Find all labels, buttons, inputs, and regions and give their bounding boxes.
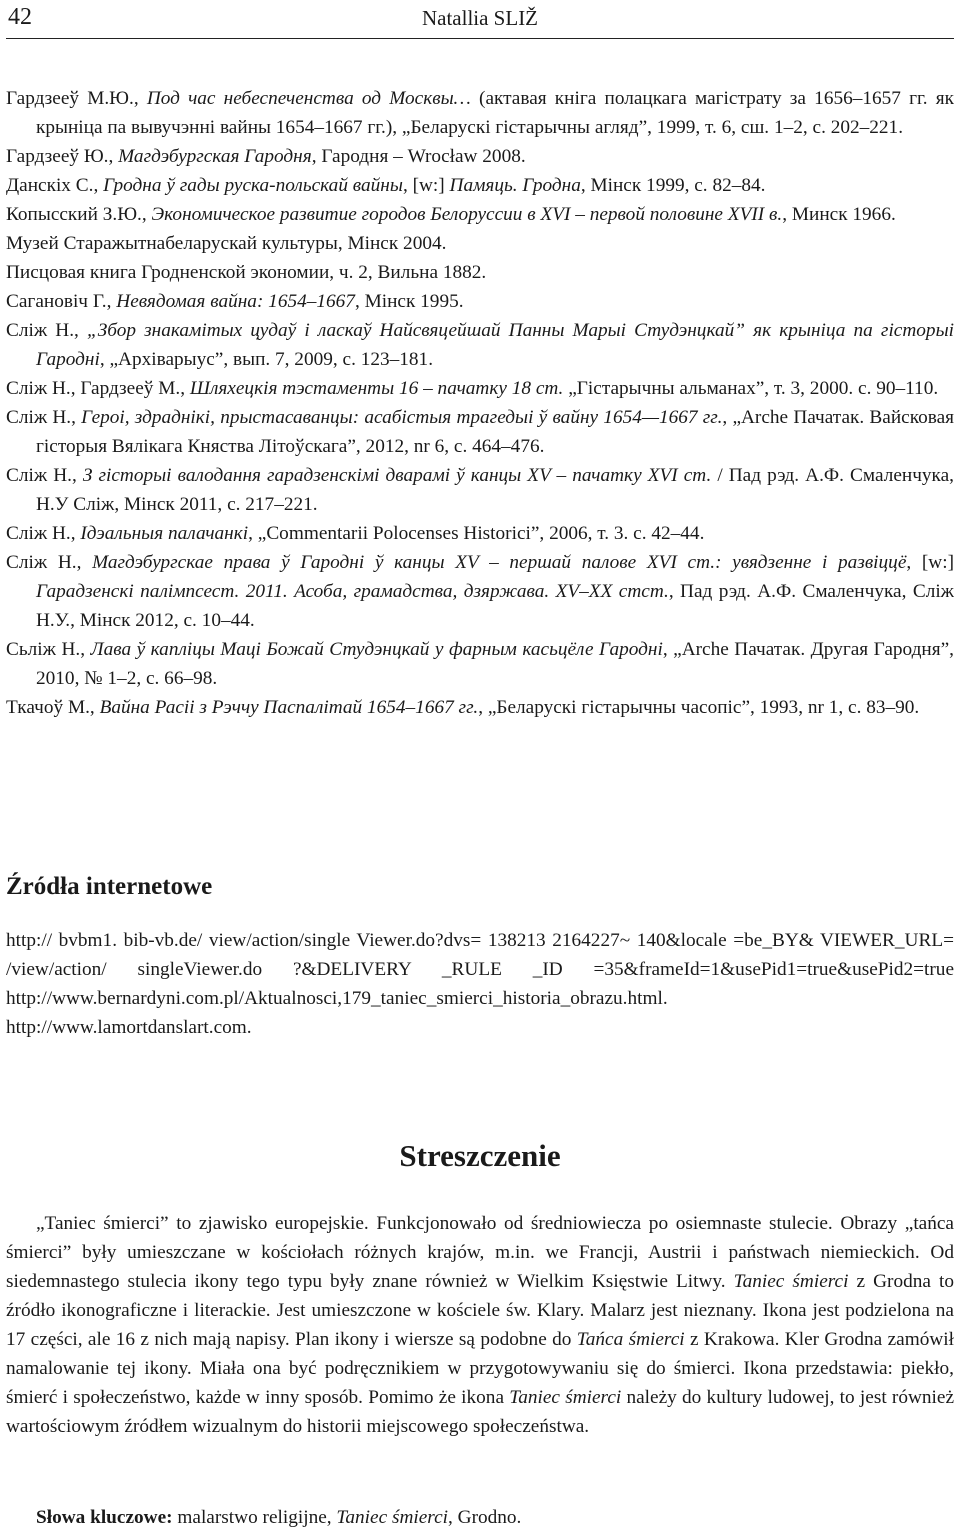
sources-heading: Źródła internetowe	[6, 873, 213, 900]
header-rule	[6, 38, 954, 39]
bib-entry: Сліж Н., „Збор знакамітых цудаў і ласкаў Найсвяцейшай Панны Марыі Студэнцкай” як крыніца па гісторыі Гародні, „Архіварыус”, вып. 7, 2009, с. 123–181.	[6, 320, 954, 370]
bib-entry: Гардзееў Ю., Магдэбургская Гародня, Гародня – Wrocław 2008.	[6, 146, 526, 167]
bib-entry: Сліж Н., Магдэбургскае права ў Гародні ў канцы XV – першай палове XVI ст.: увядзенне і развіццё, [w:] Гарадзенскі палімпсест. 2011. Асоба, грамадства, дзяржава. XV–XX стст., Пад рэд. А.Ф. Смаленчука, Сліж Н.У., Мінск 2012, с. 10–44.	[6, 552, 955, 631]
url-list	[6, 926, 954, 1042]
url-link[interactable]: http://www.lamortdanslart.com.	[6, 1017, 252, 1038]
bib-entry: Ткачоў М., Вайна Расіі з Рэччу Паспалітай 1654–1667 гг., „Беларускі гістарычны часопіс”, 1993, nr 1, с. 83–90.	[6, 697, 920, 718]
bib-entry: Сліж Н., Ідэальныя палачанкі, „Commentarii Polocenses Historici”, 2006, т. 3. с. 42–44.	[6, 523, 705, 544]
bib-entry: Сліж Н., З гісторыі валодання гарадзенскімі дварамі ў канцы XV – пачатку XVI ст. / Пад рэд. А.Ф. Смаленчука, Н.У Сліж, Мінск 2011, с. 217–221.	[6, 465, 954, 515]
bib-entry: Данскіх С., Гродна ў гады руска-польскай вайны, [w:] Памяць. Гродна, Мінск 1999, с. 82–84.	[6, 175, 766, 196]
bibliography-list	[6, 84, 954, 722]
bib-entry: Сьліж Н., Лава ў капліцы Маці Божай Студэнцкай у фарным касьцёле Гародні, „Arche Пачатак. Другая Гародня”, 2010, № 1–2, с. 66–98.	[6, 639, 954, 689]
url-link[interactable]: http://www.bernardyni.com.pl/Aktualnosci,179_taniec_smierci_historia_obrazu.html.	[6, 988, 668, 1009]
url-link[interactable]: http:// bvbm1. bib-vb.de/ view/action/single Viewer.do?dvs= 138213 2164227~ 140&locale =be_BY& VIEWER_URL= /view/action/ singleViewer.do ?&DELIVERY _RULE _ID =35&frameId=1&usePid1=true&usePid2=true	[6, 930, 954, 980]
bib-entry: Копысский З.Ю., Экономическое развитие городов Белоруссии в XVI – первой половине XVII в., Минск 1966.	[6, 204, 896, 225]
bib-entry: Сагановіч Г., Невядомая вайна: 1654–1667, Мінск 1995.	[6, 291, 464, 312]
bib-entry: Сліж Н., Гардзееў М., Шляхецкія тэстаменты 16 – пачатку 18 ст. „Гістарычны альманах”, т. 3, 2000. с. 90–110.	[6, 378, 939, 399]
summary-heading: Streszczenie	[399, 1138, 561, 1173]
summary-paragraph: „Taniec śmierci” to zjawisko europejskie. Funkcjonowało od średniowiecza po osiemnaste stulecie. Obrazy „tańca śmierci” były umieszczane w kościołach różnych krajów, m.in. we Francji, Austrii i państwach niemieckich. Od siedemnastego stulecia ikony tego typu były znane również w Wielkim Księstwie Litwy. Taniec śmierci z Grodna to źródło ikonograficzne i literackie. Jest umieszczone w kościele św. Klary. Malarz jest nieznany. Ikona jest podzielona na 17 części, ale 16 z nich mają napisy. Plan ikony i wiersze są podobne do Tańca śmierci z Krakowa. Kler Grodna zamówił namalowanie tej ikony. Miała ona być podręcznikiem w przygotowywaniu się do śmierci. Ikona przedstawia: piekło, śmierć i społeczeństwo, każde w inny sposób. Pomimo że ikona Taniec śmierci należy do kultury ludowej, to jest również wartościowym źródłem wizualnym do historii miejscowego społeczeństwa.	[6, 1213, 955, 1437]
page-header	[0, 0, 960, 38]
bib-entry: Писцовая книга Гродненской экономии, ч. 2, Вильна 1882.	[6, 262, 487, 283]
page-number: 42	[8, 4, 32, 30]
bib-entry: Сліж Н., Героі, здраднікі, прыстасаванцы: асабістыя трагедыі ў вайну 1654—1667 гг., „Arche Пачатак. Вайсковая гісторыя Вялікага Княства Літоўскага”, 2012, nr 6, с. 464–476.	[6, 407, 955, 457]
keywords-line: Słowa kluczowe: malarstwo religijne, Taniec śmierci, Grodno.	[36, 1507, 522, 1528]
bib-entry: Гардзееў М.Ю., Под час небеспеченства од Москвы… (актавая кніга полацкага магістрату за 1656–1657 гг. як крыніца па вывучэнні вайны 1654–1667 гг.), „Беларускі гістарычны агляд”, 1999, т. 6, сш. 1–2, с. 202–221.	[6, 88, 955, 138]
running-head: Natallia SLIŽ	[421, 6, 539, 30]
bib-entry: Музей Старажытнабеларускай культуры, Мінск 2004.	[6, 233, 447, 254]
keywords-label: Słowa kluczowe:	[36, 1507, 173, 1528]
